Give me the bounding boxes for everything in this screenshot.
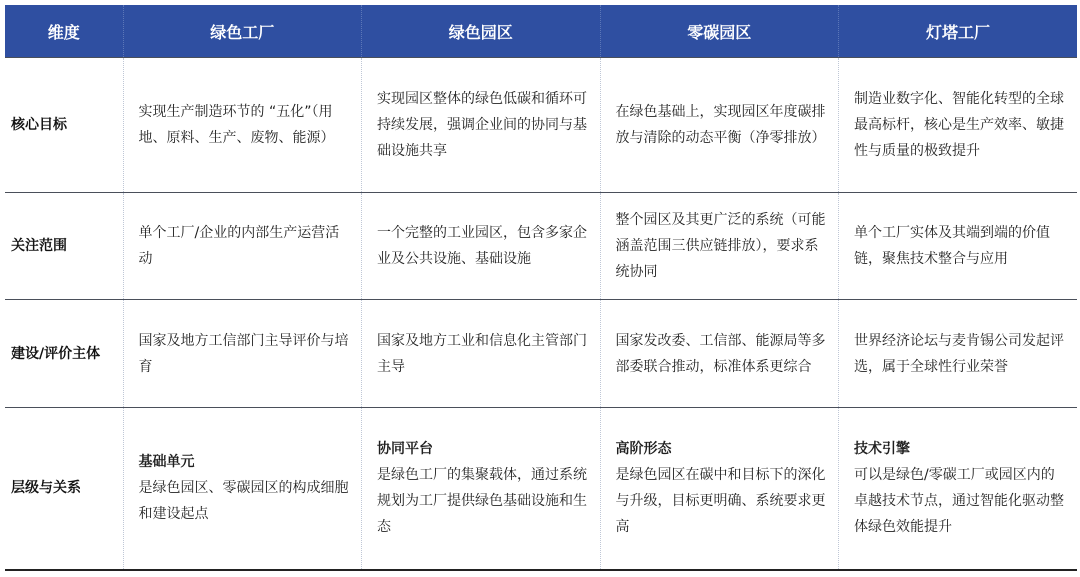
table-cell bbox=[123, 300, 362, 408]
row-label: 层级与关系 bbox=[5, 408, 123, 570]
cell-text: 世界经济论坛与麦肯锡公司发起评选，属于全球性行业荣誉 bbox=[854, 332, 1064, 375]
row-label: 关注范围 bbox=[5, 193, 123, 300]
table-row bbox=[5, 193, 1077, 300]
cell-text: 国家及地方工信部门主导评价与培育 bbox=[138, 332, 349, 375]
cell-text: 一个完整的工业园区，包含多家企业及公共设施、基础设施 bbox=[377, 225, 587, 267]
cell-text: 国家发改委、工信部、能源局等多部委联合推动，标准体系更综合 bbox=[615, 332, 826, 375]
cell-text: 是绿色园区、零碳园区的构成细胞和建设起点 bbox=[138, 480, 349, 523]
header-dimension: 维度 bbox=[5, 5, 123, 58]
header-row bbox=[5, 5, 1077, 58]
table-cell bbox=[123, 193, 362, 300]
table-cell bbox=[839, 58, 1078, 193]
cell-text: 是绿色工厂的集聚载体，通过系统规划为工厂提供绿色基础设施和生态 bbox=[377, 467, 587, 536]
row-label: 核心目标 bbox=[5, 58, 123, 193]
header-green-factory: 绿色工厂 bbox=[123, 5, 362, 58]
header-lighthouse-factory: 灯塔工厂 bbox=[839, 5, 1078, 58]
cell-text: 在绿色基础上，实现园区年度碳排放与清除的动态平衡（净零排放） bbox=[615, 104, 826, 146]
cell-title: 协同平台 bbox=[377, 441, 433, 458]
table-cell bbox=[362, 408, 601, 570]
table-cell bbox=[362, 300, 601, 408]
header-zero-carbon-park: 零碳园区 bbox=[600, 5, 839, 58]
table-cell bbox=[839, 193, 1078, 300]
cell-title: 技术引擎 bbox=[854, 441, 910, 458]
cell-text: 是绿色园区在碳中和目标下的深化与升级，目标更明确、系统要求更高 bbox=[615, 467, 826, 536]
cell-text: 可以是绿色/零碳工厂或园区内的卓越技术节点，通过智能化驱动整体绿色效能提升 bbox=[854, 467, 1064, 536]
table-cell bbox=[600, 300, 839, 408]
table-row bbox=[5, 408, 1077, 570]
cell-text: 单个工厂实体及其端到端的价值链，聚焦技术整合与应用 bbox=[854, 225, 1050, 267]
header-green-park: 绿色园区 bbox=[362, 5, 601, 58]
comparison-table bbox=[5, 5, 1077, 571]
table-cell bbox=[123, 408, 362, 570]
table-cell bbox=[600, 193, 839, 300]
table-cell bbox=[362, 193, 601, 300]
table-cell bbox=[839, 300, 1078, 408]
table-cell bbox=[362, 58, 601, 193]
row-label: 建设/评价主体 bbox=[5, 300, 123, 408]
cell-text: 实现生产制造环节的 “五化”（用地、原料、生产、废物、能源） bbox=[138, 104, 335, 146]
table-row bbox=[5, 58, 1077, 193]
table-row bbox=[5, 300, 1077, 408]
cell-text: 国家及地方工业和信息化主管部门主导 bbox=[377, 332, 587, 375]
cell-text: 制造业数字化、智能化转型的全球最高标杆，核心是生产效率、敏捷性与质量的极致提升 bbox=[854, 91, 1064, 159]
table-cell bbox=[600, 408, 839, 570]
cell-text: 单个工厂/企业的内部生产运营活动 bbox=[138, 225, 340, 267]
table-cell bbox=[123, 58, 362, 193]
table-cell bbox=[600, 58, 839, 193]
cell-text: 实现园区整体的绿色低碳和循环可持续发展，强调企业间的协同与基础设施共享 bbox=[377, 91, 587, 159]
comparison-table-container bbox=[5, 5, 1077, 571]
cell-title: 高阶形态 bbox=[615, 441, 672, 458]
table-cell bbox=[839, 408, 1078, 570]
cell-text: 整个园区及其更广泛的系统（可能涵盖范围三供应链排放），要求系统协同 bbox=[615, 212, 826, 280]
cell-title: 基础单元 bbox=[138, 454, 195, 471]
